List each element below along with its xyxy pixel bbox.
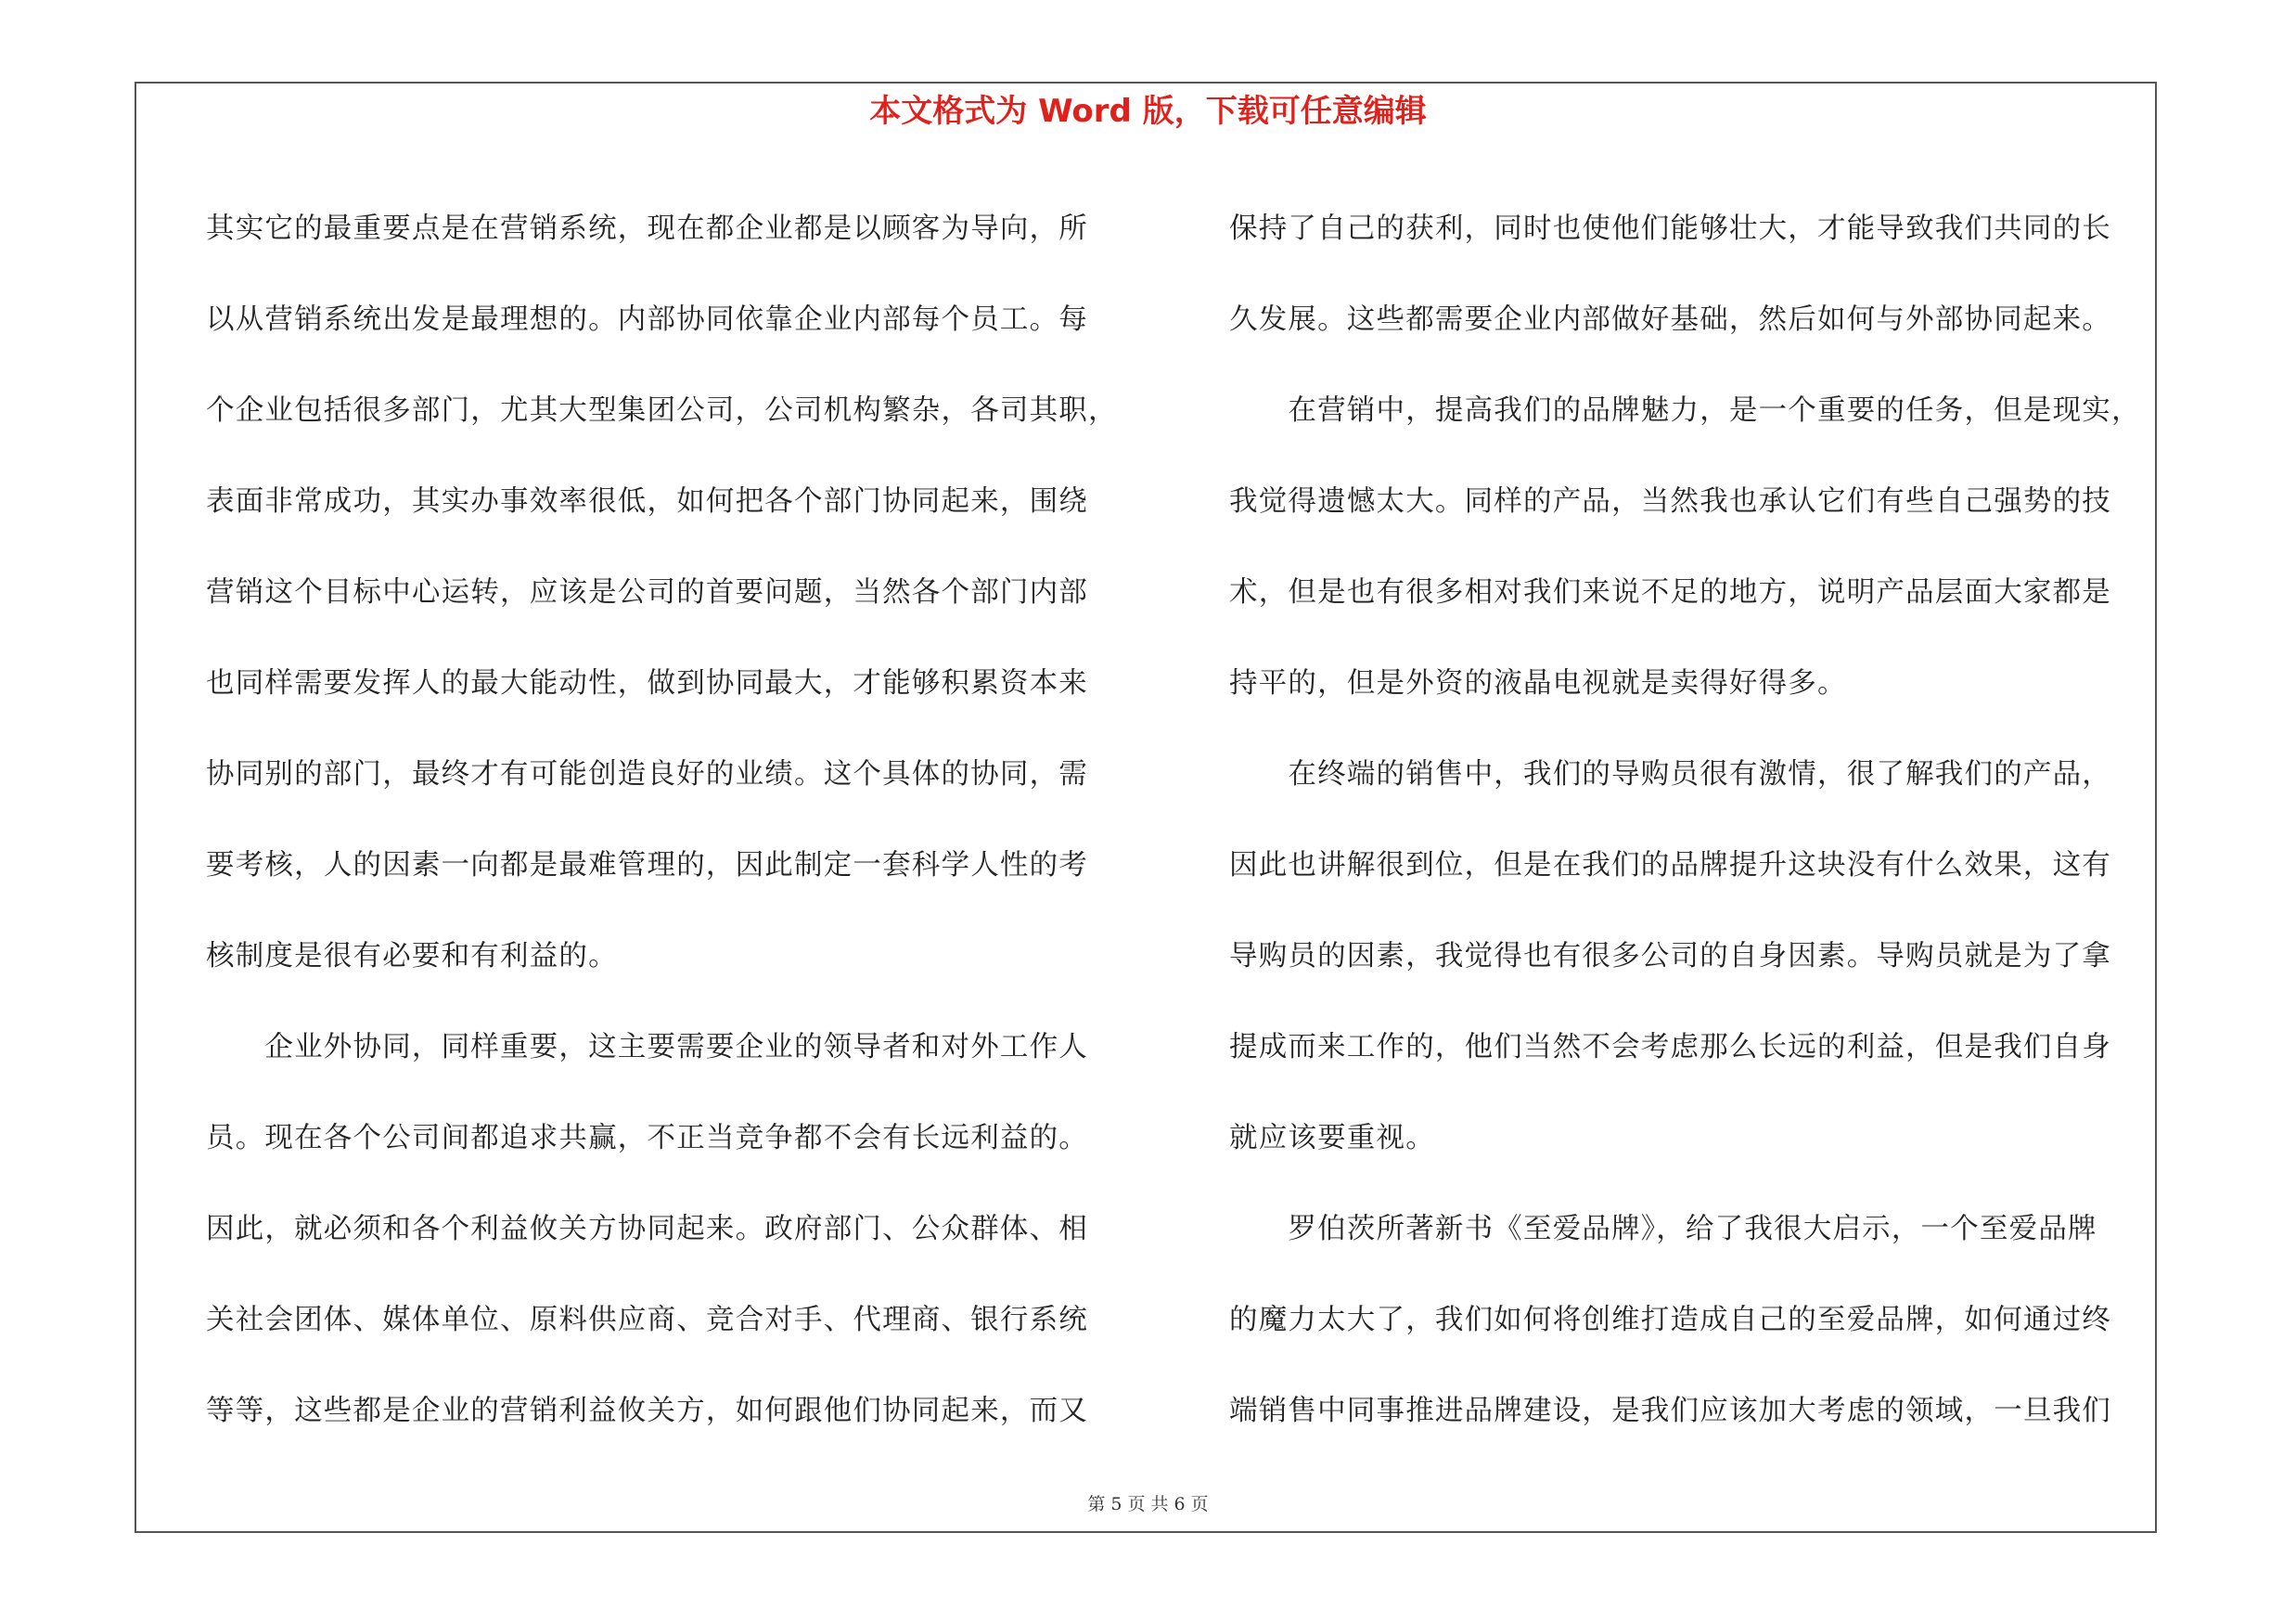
- text-line: 等等，这些都是企业的营销利益攸关方，如何跟他们协同起来，而又: [206, 1395, 1088, 1427]
- text-line: 端销售中同事推进品牌建设，是我们应该加大考虑的领域，一旦我们: [1229, 1395, 2111, 1427]
- format-banner: 本文格式为 Word 版，下载可任意编辑: [869, 93, 1427, 130]
- text-line: 就应该要重视。: [1229, 1122, 1435, 1154]
- text-line: 核制度是很有必要和有利益的。: [206, 940, 618, 973]
- text-line: 持平的，但是外资的液晶电视就是卖得好得多。: [1229, 667, 1847, 700]
- text-line: 关社会团体、媒体单位、原料供应商、竞合对手、代理商、银行系统: [206, 1304, 1088, 1336]
- text-line: 术，但是也有很多相对我们来说不足的地方，说明产品层面大家都是: [1229, 576, 2111, 609]
- text-line: 我觉得遗憾太大。同样的产品，当然我也承认它们有些自己强势的技: [1229, 485, 2111, 518]
- text-line: 保持了自己的获利，同时也使他们能够壮大，才能导致我们共同的长: [1229, 213, 2111, 245]
- text-line: 其实它的最重要点是在营销系统，现在都企业都是以顾客为导向，所: [206, 213, 1088, 245]
- text-line: 因此，就必须和各个利益攸关方协同起来。政府部门、公众群体、相: [206, 1213, 1088, 1245]
- text-line: 在营销中，提高我们的品牌魅力，是一个重要的任务，但是现实，: [1229, 394, 2141, 427]
- text-line: 以从营销系统出发是最理想的。内部协同依靠企业内部每个员工。每: [206, 303, 1088, 336]
- text-line: 个企业包括很多部门，尤其大型集团公司，公司机构繁杂，各司其职，: [206, 394, 1118, 427]
- text-line: 罗伯茨所著新书《至爱品牌》，给了我很大启示，一个至爱品牌: [1229, 1213, 2097, 1245]
- text-line: 营销这个目标中心运转，应该是公司的首要问题，当然各个部门内部: [206, 576, 1088, 609]
- text-line: 员。现在各个公司间都追求共赢，不正当竞争都不会有长远利益的。: [206, 1122, 1088, 1154]
- text-line: 因此也讲解很到位，但是在我们的品牌提升这块没有什么效果，这有: [1229, 849, 2111, 882]
- text-line: 表面非常成功，其实办事效率很低，如何把各个部门协同起来，围绕: [206, 485, 1088, 518]
- text-line: 的魔力太大了，我们如何将创维打造成自己的至爱品牌，如何通过终: [1229, 1304, 2111, 1336]
- text-line: 久发展。这些都需要企业内部做好基础，然后如何与外部协同起来。: [1229, 303, 2111, 336]
- text-line: 也同样需要发挥人的最大能动性，做到协同最大，才能够积累资本来: [206, 667, 1088, 700]
- text-line: 导购员的因素，我觉得也有很多公司的自身因素。导购员就是为了拿: [1229, 940, 2111, 973]
- left-column: [206, 184, 1134, 1457]
- text-line: 在终端的销售中，我们的导购员很有激情，很了解我们的产品，: [1229, 758, 2111, 791]
- page-number-footer: 第 5 页 共 6 页: [1087, 1494, 1209, 1514]
- text-line: 提成而来工作的，他们当然不会考虑那么长远的利益，但是我们自身: [1229, 1031, 2111, 1063]
- text-line: 企业外协同，同样重要，这主要需要企业的领导者和对外工作人: [206, 1031, 1088, 1063]
- text-line: 协同别的部门，最终才有可能创造良好的业绩。这个具体的协同，需: [206, 758, 1088, 791]
- text-line: 要考核，人的因素一向都是最难管理的，因此制定一套科学人性的考: [206, 849, 1088, 882]
- right-column: [1229, 184, 2166, 1457]
